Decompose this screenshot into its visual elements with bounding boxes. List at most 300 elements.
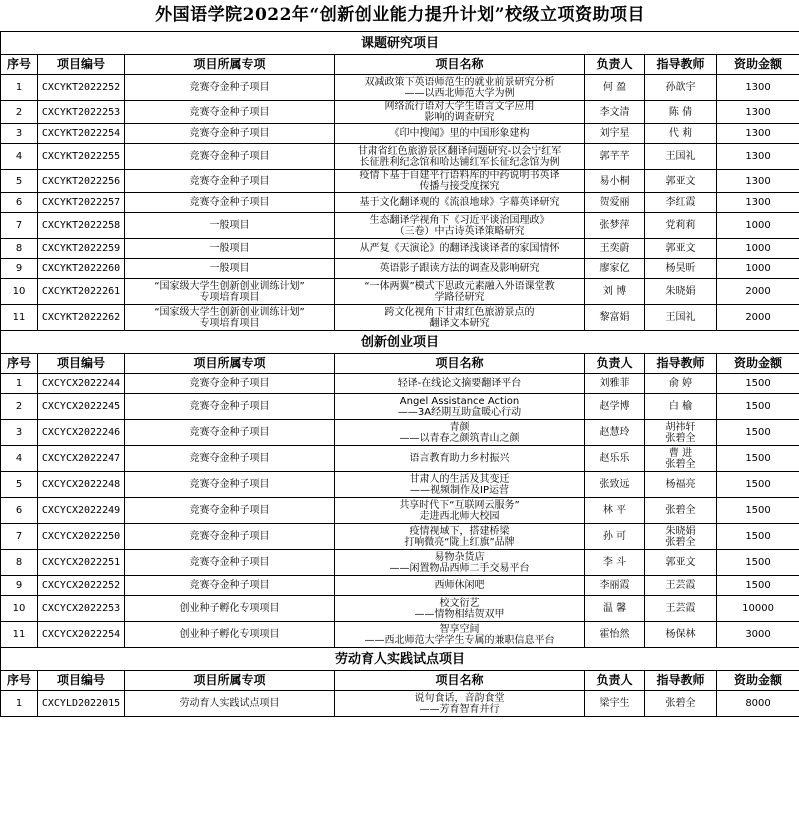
table-row <box>1 576 799 596</box>
name-line: 智享空间 <box>439 623 480 635</box>
project-category <box>125 170 335 193</box>
type-line: 创业种子孵化专项项目 <box>179 603 280 614</box>
name-line: 共享时代下“互联网云服务” <box>399 499 520 511</box>
type-line: 一般项目 <box>209 263 250 274</box>
advisor <box>645 576 717 596</box>
advisor-line: 胡祎轩 <box>665 421 696 433</box>
table-row <box>1 144 799 170</box>
type-line: 竞赛夺金种子项目 <box>189 453 270 464</box>
advisor <box>645 524 717 550</box>
advisor-line: 朱晓娟 <box>665 525 696 537</box>
type-line: “国家级大学生创新创业训练计划” <box>154 306 305 318</box>
project-category <box>125 498 335 524</box>
column-header: 项目编号 <box>38 354 125 374</box>
project-name <box>335 259 585 279</box>
name-line: 青颜 <box>449 421 470 433</box>
advisor <box>645 394 717 420</box>
type-line: 竞赛夺金种子项目 <box>189 128 270 139</box>
name-line: 语言教育助力乡村振兴 <box>409 453 510 464</box>
project-code: CXCYCX2022247 <box>38 446 125 472</box>
table-row <box>1 498 799 524</box>
table-row <box>1 305 799 331</box>
column-header: 负责人 <box>585 55 645 75</box>
name-line: ——以西北师范大学为例 <box>404 87 515 99</box>
header-row <box>1 55 799 75</box>
advisor-line: 王芸霞 <box>665 603 696 614</box>
advisor-line: 杨昊昕 <box>665 263 696 274</box>
project-name <box>335 101 585 124</box>
advisor-line: 郭亚文 <box>665 557 696 568</box>
section-title: 劳动育人实践试点项目 <box>1 648 799 671</box>
section-title: 创新创业项目 <box>1 331 799 354</box>
type-line: 创业种子孵化专项项目 <box>179 629 280 640</box>
name-line: 基于文化翻译观的《流浪地球》字幕英译研究 <box>359 197 560 208</box>
advisor-line: 郭亚文 <box>665 243 696 254</box>
advisor-line: 孙歆宇 <box>665 82 696 93</box>
leader: 梁宇生 <box>585 691 645 717</box>
project-name <box>335 124 585 144</box>
table-row <box>1 193 799 213</box>
amount: 1300 <box>717 144 799 170</box>
name-line: 翻译文本研究 <box>429 317 490 329</box>
type-line: 竞赛夺金种子项目 <box>189 378 270 389</box>
advisor-line: 张碧全 <box>665 536 696 548</box>
amount: 1500 <box>717 446 799 472</box>
table-row <box>1 101 799 124</box>
name-line: 打响微亮“陇上红旗”品牌 <box>404 536 515 548</box>
column-header: 项目编号 <box>38 671 125 691</box>
type-line: 竞赛夺金种子项目 <box>189 580 270 591</box>
project-code: CXCYCX2022244 <box>38 374 125 394</box>
project-code: CXCYCX2022253 <box>38 596 125 622</box>
leader: 刘宇星 <box>585 124 645 144</box>
amount: 1000 <box>717 213 799 239</box>
project-category <box>125 691 335 717</box>
name-line: ——西北师范大学学生专属的兼职信息平台 <box>364 634 555 646</box>
type-line: 竞赛夺金种子项目 <box>189 531 270 542</box>
project-category <box>125 213 335 239</box>
project-category <box>125 394 335 420</box>
amount: 1500 <box>717 472 799 498</box>
project-category <box>125 596 335 622</box>
column-header: 负责人 <box>585 671 645 691</box>
amount: 1300 <box>717 124 799 144</box>
advisor <box>645 550 717 576</box>
advisor-line: 朱晓娟 <box>665 286 696 297</box>
name-line: 轻译-在线论文摘要翻译平台 <box>397 378 522 389</box>
leader: 林 平 <box>585 498 645 524</box>
project-name <box>335 213 585 239</box>
project-category <box>125 472 335 498</box>
project-category <box>125 576 335 596</box>
type-line: 竞赛夺金种子项目 <box>189 557 270 568</box>
row-number: 9 <box>1 576 38 596</box>
leader: 李文清 <box>585 101 645 124</box>
project-category <box>125 420 335 446</box>
row-number: 4 <box>1 144 38 170</box>
row-number: 5 <box>1 170 38 193</box>
leader: 赵乐乐 <box>585 446 645 472</box>
table-row <box>1 213 799 239</box>
row-number: 1 <box>1 75 38 101</box>
leader: 王奕蔚 <box>585 239 645 259</box>
name-line: 甘肃省红色旅游景区翻译问题研究-以会宁红军 <box>357 145 562 157</box>
row-number: 3 <box>1 124 38 144</box>
name-line: 双减政策下英语师范生的就业前景研究分析 <box>364 76 555 88</box>
section-row <box>1 648 799 671</box>
name-line: 校文衍艺 <box>439 597 480 609</box>
column-header: 项目所属专项 <box>125 55 335 75</box>
advisor <box>645 239 717 259</box>
name-line: 生态翻译学视角下《习近平谈治国理政》 <box>369 214 550 226</box>
advisor <box>645 213 717 239</box>
project-name <box>335 446 585 472</box>
table-row <box>1 622 799 648</box>
advisor-line: 俞 婷 <box>668 378 693 389</box>
page-title: 外国语学院2022年“创新创业能力提升计划”校级立项资助项目 <box>1 0 799 32</box>
leader: 易小桐 <box>585 170 645 193</box>
column-header: 资助金额 <box>717 671 799 691</box>
type-line: 竞赛夺金种子项目 <box>189 401 270 412</box>
advisor <box>645 259 717 279</box>
project-category <box>125 239 335 259</box>
column-header: 项目名称 <box>335 671 585 691</box>
column-header: 指导教师 <box>645 55 717 75</box>
type-line: 专项培育项目 <box>199 317 260 329</box>
advisor <box>645 498 717 524</box>
project-name <box>335 420 585 446</box>
leader: 刘 博 <box>585 279 645 305</box>
table-row <box>1 596 799 622</box>
column-header: 项目名称 <box>335 354 585 374</box>
row-number: 1 <box>1 374 38 394</box>
project-code: CXCYCX2022254 <box>38 622 125 648</box>
name-line: 长征胜利纪念馆和哈达铺红军长征纪念馆为例 <box>359 156 560 168</box>
advisor-line: 张碧全 <box>665 432 696 444</box>
advisor-line: 王国礼 <box>665 151 696 162</box>
advisor-line: 张碧全 <box>665 698 696 709</box>
project-name <box>335 596 585 622</box>
project-code: CXCYKT2022256 <box>38 170 125 193</box>
project-name <box>335 576 585 596</box>
project-category <box>125 550 335 576</box>
leader: 李 斗 <box>585 550 645 576</box>
leader: 郭芊芊 <box>585 144 645 170</box>
table-row <box>1 374 799 394</box>
project-code: CXCYCX2022251 <box>38 550 125 576</box>
amount: 1000 <box>717 239 799 259</box>
advisor <box>645 305 717 331</box>
column-header: 序号 <box>1 671 38 691</box>
advisor-line: 杨保林 <box>665 629 696 640</box>
project-code: CXCYKT2022255 <box>38 144 125 170</box>
row-number: 7 <box>1 213 38 239</box>
type-line: 竞赛夺金种子项目 <box>189 427 270 438</box>
project-code: CXCYKT2022262 <box>38 305 125 331</box>
project-code: CXCYKT2022252 <box>38 75 125 101</box>
leader: 张致远 <box>585 472 645 498</box>
project-name <box>335 170 585 193</box>
project-name <box>335 279 585 305</box>
project-code: CXCYKT2022258 <box>38 213 125 239</box>
advisor-line: 曹 进 <box>668 447 693 459</box>
column-header: 负责人 <box>585 354 645 374</box>
name-line: 网络流行语对大学生语言文字应用 <box>384 101 535 112</box>
project-code: CXCYKT2022254 <box>38 124 125 144</box>
type-line: 竞赛夺金种子项目 <box>189 479 270 490</box>
name-line: 易物杂货店 <box>434 551 485 563</box>
amount: 3000 <box>717 622 799 648</box>
name-line: 走进西北师大校园 <box>419 510 500 522</box>
amount: 1500 <box>717 374 799 394</box>
project-category <box>125 144 335 170</box>
amount: 10000 <box>717 596 799 622</box>
advisor-line: 王国礼 <box>665 312 696 323</box>
advisor <box>645 446 717 472</box>
table-row <box>1 524 799 550</box>
type-line: 竞赛夺金种子项目 <box>189 197 270 208</box>
project-code: CXCYCX2022245 <box>38 394 125 420</box>
name-line: “一体两翼”模式下思政元素融入外语课堂教 <box>364 280 555 292</box>
amount: 1500 <box>717 550 799 576</box>
row-number: 5 <box>1 472 38 498</box>
leader: 赵学博 <box>585 394 645 420</box>
name-line: 《印中搜闻》里的中国形象建构 <box>389 128 530 139</box>
column-header: 资助金额 <box>717 55 799 75</box>
advisor-line: 杨福亮 <box>665 479 696 490</box>
amount: 8000 <box>717 691 799 717</box>
table-row <box>1 394 799 420</box>
row-number: 6 <box>1 498 38 524</box>
column-header: 序号 <box>1 55 38 75</box>
name-line: ——闲置物品西师二手交易平台 <box>389 562 530 574</box>
column-header: 指导教师 <box>645 354 717 374</box>
leader: 霍怡然 <box>585 622 645 648</box>
table-row <box>1 550 799 576</box>
project-category <box>125 305 335 331</box>
type-line: 竞赛夺金种子项目 <box>189 106 270 118</box>
project-name <box>335 144 585 170</box>
table-row <box>1 239 799 259</box>
advisor <box>645 374 717 394</box>
advisor-line: 代 莉 <box>668 128 693 139</box>
project-code: CXCYKT2022259 <box>38 239 125 259</box>
advisor <box>645 75 717 101</box>
project-category <box>125 622 335 648</box>
row-number: 2 <box>1 394 38 420</box>
row-number: 8 <box>1 239 38 259</box>
name-line: Angel Assistance Action <box>399 395 520 407</box>
leader: 孙 可 <box>585 524 645 550</box>
table-row <box>1 259 799 279</box>
type-line: 竞赛夺金种子项目 <box>189 82 270 93</box>
table-row <box>1 472 799 498</box>
column-header: 项目名称 <box>335 55 585 75</box>
table-row <box>1 420 799 446</box>
type-line: 竞赛夺金种子项目 <box>189 505 270 516</box>
column-header: 资助金额 <box>717 354 799 374</box>
name-line: 传播与接受度探究 <box>419 181 500 192</box>
type-line: 劳动育人实践试点项目 <box>179 698 280 709</box>
name-line: 说句食话，音韵食堂 <box>414 692 505 704</box>
advisor-line: 白 榆 <box>668 401 693 412</box>
advisor-line: 陈 倩 <box>668 106 693 118</box>
table-row <box>1 124 799 144</box>
advisor <box>645 144 717 170</box>
project-name <box>335 472 585 498</box>
name-line: 跨文化视角下甘肃红色旅游景点的 <box>384 306 535 318</box>
project-name <box>335 374 585 394</box>
type-line: “国家级大学生创新创业训练计划” <box>154 280 305 292</box>
column-header: 指导教师 <box>645 671 717 691</box>
amount: 1300 <box>717 193 799 213</box>
project-name <box>335 394 585 420</box>
amount: 2000 <box>717 305 799 331</box>
project-name <box>335 498 585 524</box>
table-row <box>1 691 799 717</box>
advisor <box>645 279 717 305</box>
advisor-line: 李红霞 <box>665 197 696 208</box>
amount: 1500 <box>717 576 799 596</box>
advisor <box>645 622 717 648</box>
project-code: CXCYCX2022252 <box>38 576 125 596</box>
row-number: 3 <box>1 420 38 446</box>
project-category <box>125 193 335 213</box>
type-line: 专项培育项目 <box>199 291 260 303</box>
name-line: 影响的调查研究 <box>424 112 495 123</box>
type-line: 一般项目 <box>209 220 250 231</box>
advisor <box>645 472 717 498</box>
row-number: 8 <box>1 550 38 576</box>
project-category <box>125 259 335 279</box>
row-number: 1 <box>1 691 38 717</box>
row-number: 10 <box>1 279 38 305</box>
project-category <box>125 524 335 550</box>
project-code: CXCYCX2022248 <box>38 472 125 498</box>
type-line: 竞赛夺金种子项目 <box>189 175 270 187</box>
amount: 1500 <box>717 498 799 524</box>
amount: 1000 <box>717 259 799 279</box>
name-line: 疫情视域下，搭建桥梁 <box>409 525 510 537</box>
project-name <box>335 193 585 213</box>
row-number: 4 <box>1 446 38 472</box>
leader: 温 馨 <box>585 596 645 622</box>
project-code: CXCYKT2022260 <box>38 259 125 279</box>
project-category <box>125 279 335 305</box>
type-line: 竞赛夺金种子项目 <box>189 151 270 162</box>
column-header: 项目所属专项 <box>125 354 335 374</box>
type-line: 一般项目 <box>209 243 250 254</box>
project-name <box>335 691 585 717</box>
name-line: 从严复《天演论》的翻译浅谈译者的家国情怀 <box>359 243 560 254</box>
row-number: 11 <box>1 305 38 331</box>
row-number: 2 <box>1 101 38 124</box>
project-name <box>335 75 585 101</box>
leader: 贺爱丽 <box>585 193 645 213</box>
column-header: 序号 <box>1 354 38 374</box>
advisor-line: 党莉莉 <box>665 220 696 231</box>
column-header: 项目所属专项 <box>125 671 335 691</box>
amount: 1300 <box>717 101 799 124</box>
project-category <box>125 75 335 101</box>
header-row <box>1 671 799 691</box>
name-line: ——以青春之颜筑青山之颜 <box>399 432 520 444</box>
project-category <box>125 374 335 394</box>
advisor <box>645 596 717 622</box>
leader: 赵慧玲 <box>585 420 645 446</box>
section-row <box>1 32 799 55</box>
leader: 何 盈 <box>585 75 645 101</box>
project-code: CXCYKT2022261 <box>38 279 125 305</box>
advisor <box>645 101 717 124</box>
advisor <box>645 691 717 717</box>
amount: 2000 <box>717 279 799 305</box>
name-line: 学路径研究 <box>434 291 485 303</box>
name-line: ——视频制作及IP运营 <box>410 484 509 496</box>
name-line: ——情物相结贺双甲 <box>414 608 505 620</box>
name-line: 英语影子跟读方法的调查及影响研究 <box>379 263 540 274</box>
leader: 李丽霞 <box>585 576 645 596</box>
advisor-line: 张碧全 <box>665 505 696 516</box>
advisor-line: 王芸霞 <box>665 580 696 591</box>
row-number: 6 <box>1 193 38 213</box>
row-number: 7 <box>1 524 38 550</box>
project-name <box>335 622 585 648</box>
row-number: 9 <box>1 259 38 279</box>
project-category <box>125 101 335 124</box>
table-row <box>1 446 799 472</box>
project-code: CXCYKT2022253 <box>38 101 125 124</box>
name-line: ——芳育智育并行 <box>419 703 500 715</box>
advisor <box>645 420 717 446</box>
project-name <box>335 239 585 259</box>
name-line: 疫情下基于自建平行语料库的中药说明书英译 <box>359 170 560 181</box>
project-code: CXCYKT2022257 <box>38 193 125 213</box>
advisor <box>645 124 717 144</box>
advisor-line: 郭亚文 <box>665 175 696 187</box>
name-line: ——3A经期互助盒暖心行动 <box>397 406 522 418</box>
leader: 刘雅菲 <box>585 374 645 394</box>
header-row <box>1 354 799 374</box>
name-line: 西师休闲吧 <box>434 580 485 591</box>
amount: 1500 <box>717 420 799 446</box>
project-category <box>125 446 335 472</box>
project-name <box>335 550 585 576</box>
project-code: CXCYCX2022249 <box>38 498 125 524</box>
project-code: CXCYCX2022246 <box>38 420 125 446</box>
table-row <box>1 279 799 305</box>
table-row <box>1 75 799 101</box>
project-code: CXCYCX2022250 <box>38 524 125 550</box>
project-category <box>125 124 335 144</box>
advisor-line: 张碧全 <box>665 458 696 470</box>
project-name <box>335 305 585 331</box>
advisor <box>645 170 717 193</box>
row-number: 10 <box>1 596 38 622</box>
column-header: 项目编号 <box>38 55 125 75</box>
amount: 1300 <box>717 170 799 193</box>
row-number: 11 <box>1 622 38 648</box>
table-row <box>1 170 799 193</box>
amount: 1500 <box>717 524 799 550</box>
name-line: 甘肃人的生活及其变迁 <box>409 473 510 485</box>
section-title: 课题研究项目 <box>1 32 799 55</box>
advisor <box>645 193 717 213</box>
name-line: （三卷）中古诗英译策略研究 <box>394 225 525 237</box>
section-row <box>1 331 799 354</box>
amount: 1500 <box>717 394 799 420</box>
project-code: CXCYLD2022015 <box>38 691 125 717</box>
